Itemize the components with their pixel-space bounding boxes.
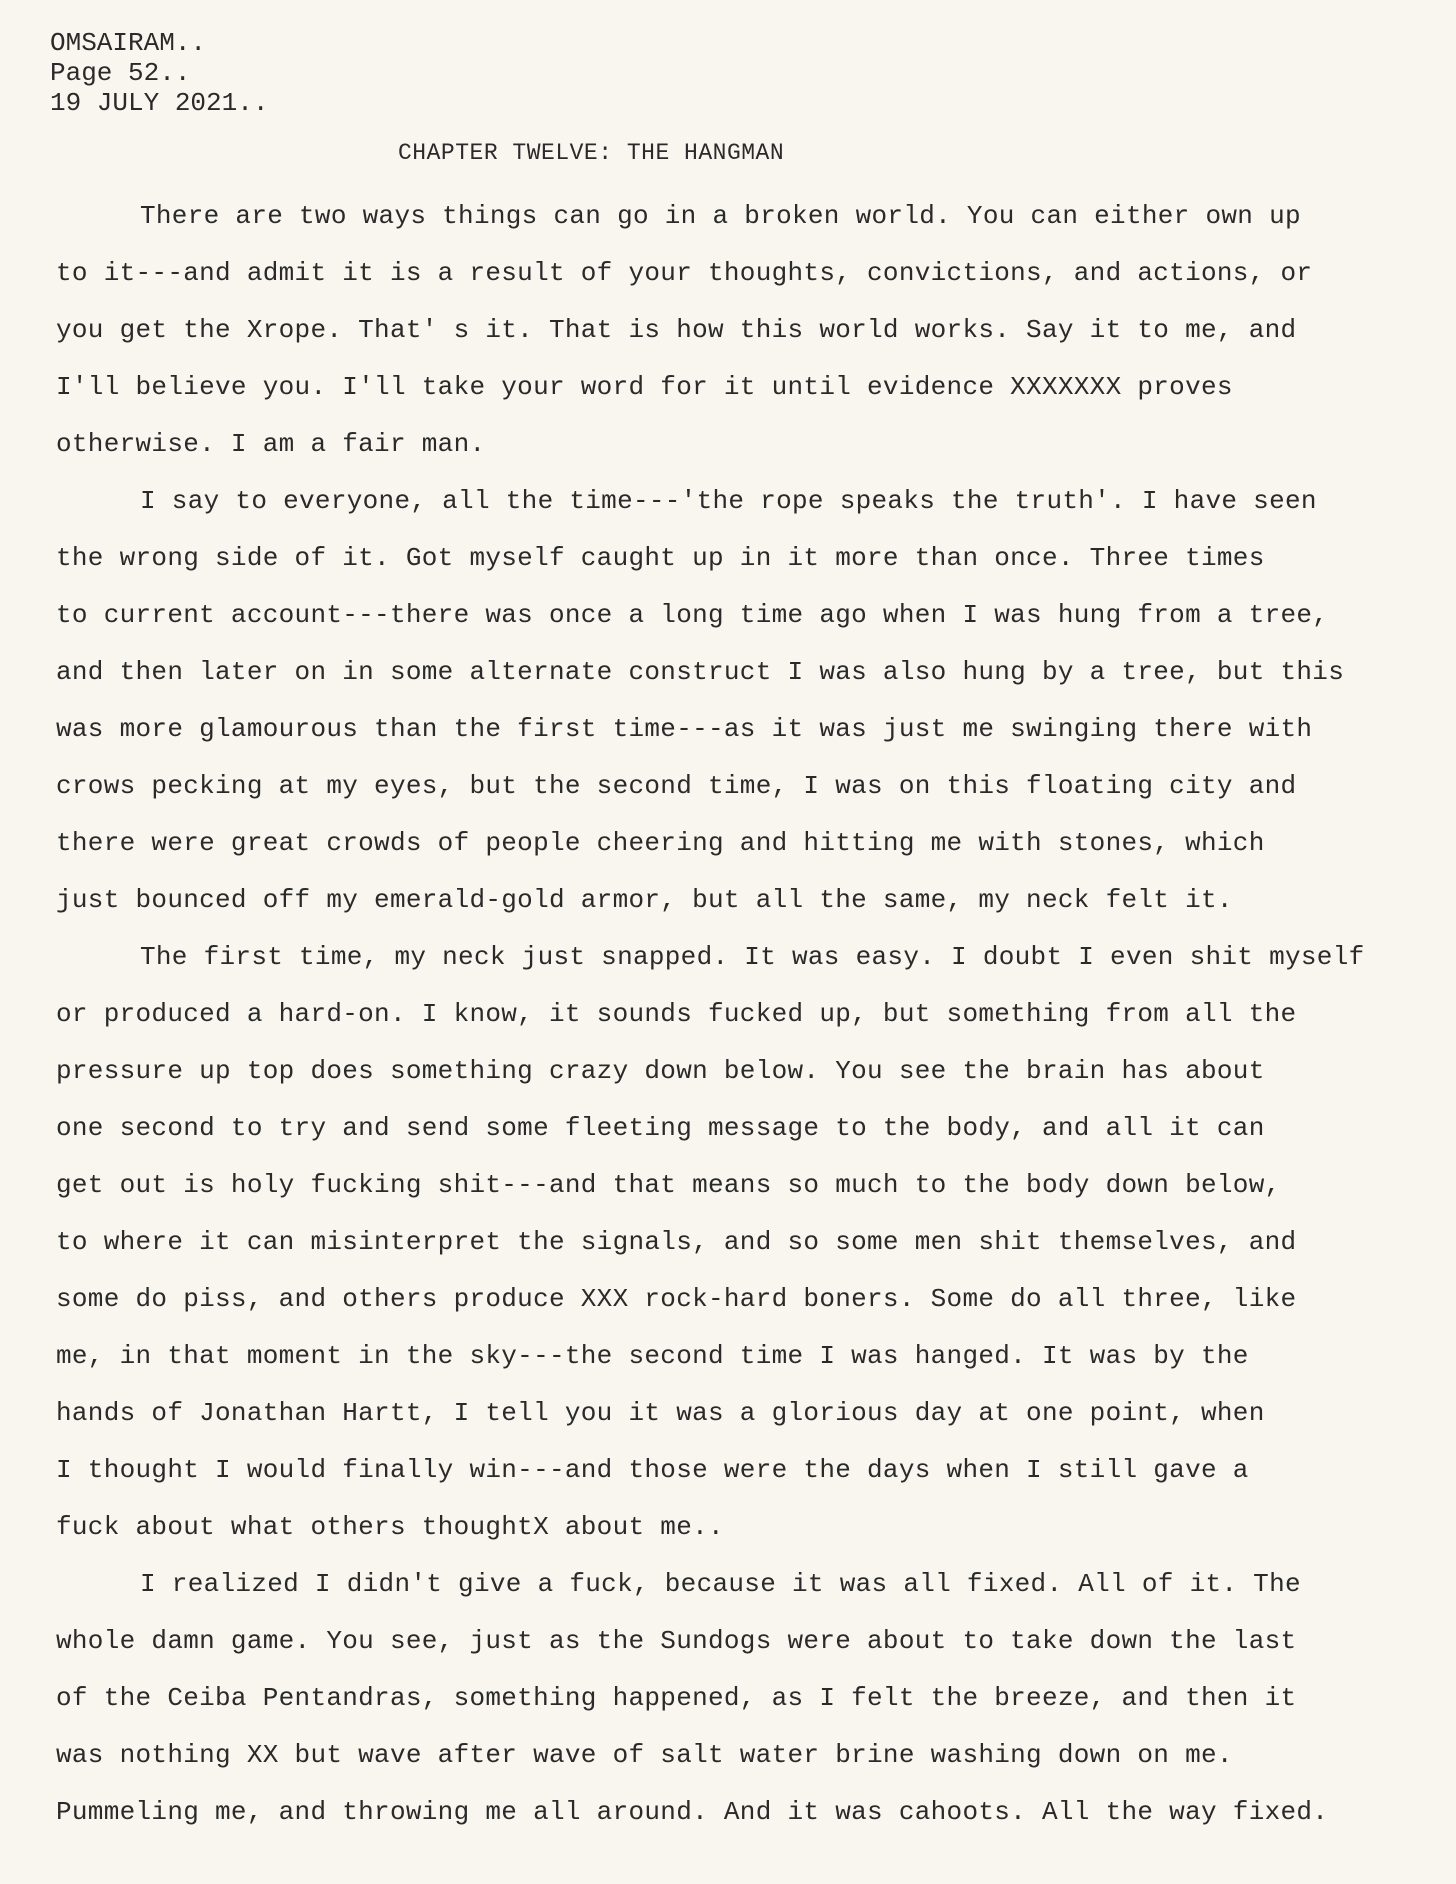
text-line: hands of Jonathan Hartt, I tell you it was a glorious day at one point, when (56, 1398, 1265, 1428)
text-line: or produced a hard-on. I know, it sounds fucked up, but something from all the (56, 999, 1297, 1029)
text-line: I realized I didn't give a fuck, because it was all fixed. All of it. The (140, 1569, 1301, 1599)
text-line: I say to everyone, all the time---'the rope speaks the truth'. I have seen (140, 486, 1317, 516)
text-line: The first time, my neck just snapped. It was easy. I doubt I even shit myself (140, 942, 1365, 972)
text-line: was nothing XX but wave after wave of salt water brine washing down on me. (56, 1740, 1233, 1770)
text-line: to current account---there was once a long time ago when I was hung from a tree, (56, 600, 1329, 630)
body-text (56, 188, 1446, 1841)
text-line: to where it can misinterpret the signals, and so some men shit themselves, and (56, 1227, 1297, 1257)
text-line: fuck about what others thoughtX about me.. (56, 1512, 724, 1542)
text-line: crows pecking at my eyes, but the second time, I was on this floating city and (56, 771, 1297, 801)
text-line: just bounced off my emerald-gold armor, but all the same, my neck felt it. (56, 885, 1233, 915)
text-line: get out is holy fucking shit---and that means so much to the body down below, (56, 1170, 1281, 1200)
text-line: of the Ceiba Pentandras, something happened, as I felt the breeze, and then it (56, 1683, 1297, 1713)
text-line: one second to try and send some fleeting message to the body, and all it can (56, 1113, 1265, 1143)
text-line: you get the Xrope. That' s it. That is how this world works. Say it to me, and (56, 315, 1297, 345)
text-line: Pummeling me, and throwing me all around. And it was cahoots. All the way fixed. (56, 1797, 1329, 1827)
text-line: whole damn game. You see, just as the Sundogs were about to take down the last (56, 1626, 1297, 1656)
page-header (50, 28, 268, 118)
text-line: There are two ways things can go in a broken world. You can either own up (140, 201, 1301, 231)
chapter-title: CHAPTER TWELVE: THE HANGMAN (398, 140, 785, 166)
text-line: was more glamourous than the first time---as it was just me swinging there with (56, 714, 1313, 744)
text-line: and then later on in some alternate construct I was also hung by a tree, but this (56, 657, 1345, 687)
header-line-1: OMSAIRAM.. (50, 28, 207, 58)
text-line: I'll believe you. I'll take your word for it until evidence XXXXXXX proves (56, 372, 1233, 402)
text-line: I thought I would finally win---and those were the days when I still gave a (56, 1455, 1249, 1485)
text-line: pressure up top does something crazy down below. You see the brain has about (56, 1056, 1265, 1086)
header-date: 19 JULY 2021.. (50, 88, 269, 118)
text-line: otherwise. I am a fair man. (56, 429, 486, 459)
text-line: the wrong side of it. Got myself caught up in it more than once. Three times (56, 543, 1265, 573)
text-line: some do piss, and others produce XXX rock-hard boners. Some do all three, like (56, 1284, 1297, 1314)
text-line: me, in that moment in the sky---the second time I was hanged. It was by the (56, 1341, 1249, 1371)
text-line: to it---and admit it is a result of your thoughts, convictions, and actions, or (56, 258, 1313, 288)
text-line: there were great crowds of people cheering and hitting me with stones, which (56, 828, 1265, 858)
header-page-number: Page 52.. (50, 58, 191, 88)
